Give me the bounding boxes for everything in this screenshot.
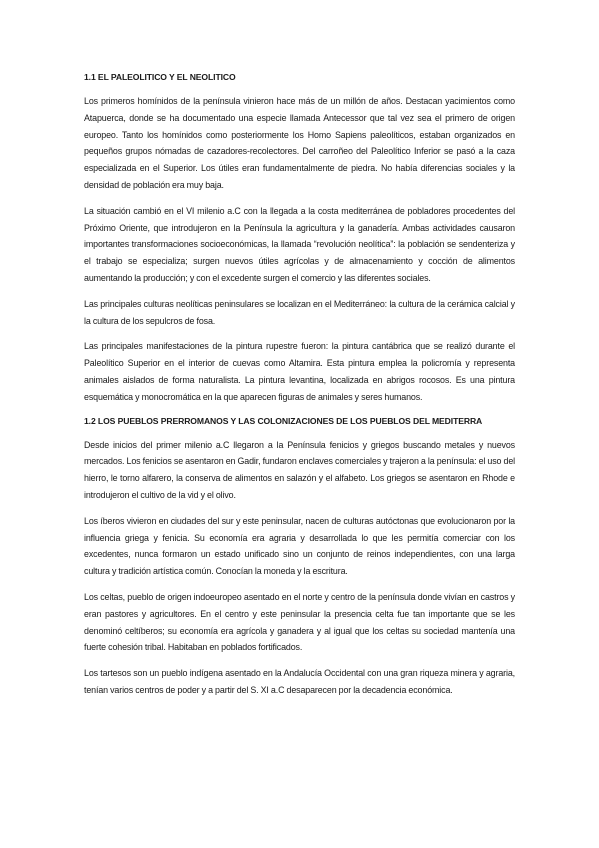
section-heading-pueblos-prerromanos: 1.2 LOS PUEBLOS PRERROMANOS Y LAS COLONIZACIONES DE LOS PUEBLOS DEL MEDITERRA xyxy=(84,415,483,426)
paragraph-revolucion-neolitica: La situación cambió en el VI milenio a.C con la llegada a la costa mediterránea de pobladores procedentes del Próximo Oriente, que introdujeron en la Península la agricultura y la ganadería. Ambas actividades causaron importantes transformaciones socioeconómicas, la llamada “revolución neolítica”: la población se sendenteriza y el trabajo se especializa; surgen nuevos útiles agrícolas y de almacenamiento y cocción de alimentos aumentando la producción; y con el excedente surgen el comercio y las diferentes sociales. xyxy=(84,205,515,283)
paragraph-fenicios-griegos: Desde inicios del primer milenio a.C llegaron a la Península fenicios y griegos buscando metales y nuevos mercados. Los fenicios se asentaron en Gadir, fundaron enclaves comerciales y trajeron a la península: el uso del hierro, le torno alfarero, la conserva de alimentos en salazón y el alfabeto. Los griegos se asentaron en Rhode e introdujeron el cultivo de la vid y el olivo. xyxy=(84,439,515,500)
paragraph-culturas-neoliticas: Las principales culturas neolíticas peninsulares se localizan en el Mediterráneo: la cultura de la cerámica calcial y la cultura de los sepulcros de fosa. xyxy=(84,298,515,326)
section-heading-paleolitico: 1.1 EL PALEOLITICO Y EL NEOLITICO xyxy=(84,72,236,82)
document-page xyxy=(84,62,515,699)
paragraph-pintura-rupestre: Las principales manifestaciones de la pintura rupestre fueron: la pintura cantábrica que se realizó durante el Paleolítico Superior en el interior de cuevas como Altamira. Esta pintura emplea la policromía y representa animales aislados de forma naturalista. La pintura levantina, localizada en abrigos rocosos. Es una pintura esquemática y monocromática en la que aparecen figuras de animales y seres humanos. xyxy=(84,341,515,402)
paragraph-iberos: Los íberos vivieron en ciudades del sur y este peninsular, nacen de culturas autóctonas que evolucionaron por la influencia griega y fenicia. Su economía era agraria y desarrollada lo que les permitía comerciar con los excedentes, nunca formaron un estado unificado sino un conjunto de reinos independientes, con una larga cultura y tradición artística común. Conocían la moneda y la escritura. xyxy=(84,515,515,577)
paragraph-primeros-hominidos: Los primeros homínidos de la península vinieron hace más de un millón de años. Destacan yacimientos como Atapuerca, donde se ha documentado una especie llamada Antecessor que tal vez sea el primero de origen europeo. Tanto los homínidos como posteriormente los Homo Sapiens paleolíticos, estaban organizados en pequeños grupos nómadas de cazadores-recolectores. Del carroñeo del Paleolítico Inferior se pasó a la caza especializada en el Superior. Los útiles eran fundamentalmente de piedra. No había diferencias sociales y la densidad de población era muy baja. xyxy=(84,96,515,190)
paragraph-celtas: Los celtas, pueblo de origen indoeuropeo asentado en el norte y centro de la península donde vivían en castros y eran pastores y agricultores. En el centro y este peninsular la presencia celta fue tan importante que se les denominó celtíberos; su economía era agrícola y ganadera y al igual que los celtas su sociedad mantenía una fuerte cohesión tribal. Habitaban en poblados fortificados. xyxy=(84,591,515,653)
paragraph-tartesos: Los tartesos son un pueblo indígena asentado en la Andalucía Occidental con una gran riqueza minera y agraria, tenían varios centros de poder y a partir del S. XI a.C desaparecen por la decadencia económica. xyxy=(84,668,515,695)
